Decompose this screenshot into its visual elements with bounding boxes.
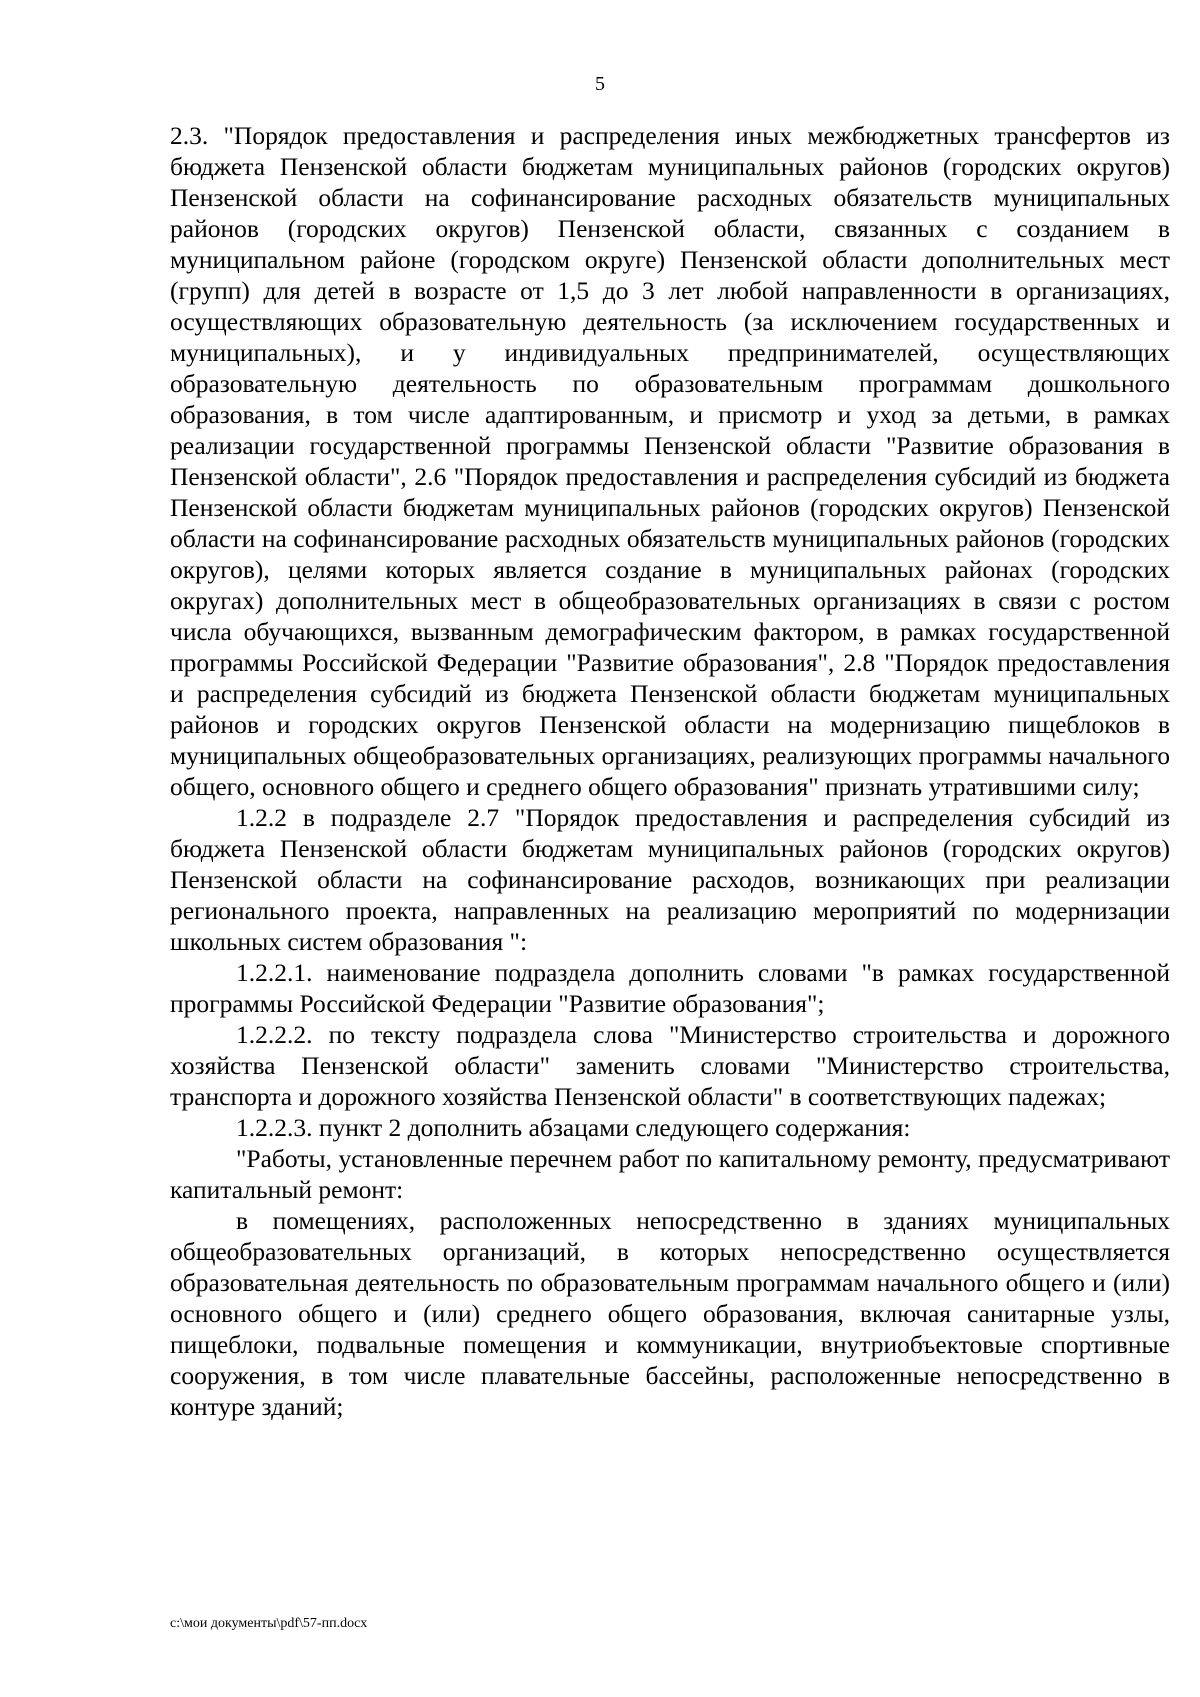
paragraph-works-quote: "Работы, установленные перечнем работ по капитальному ремонту, предусматривают капитальный ремонт: (170, 1144, 1170, 1204)
document-body (170, 120, 1170, 1422)
paragraph-2-3-list: 2.3. "Порядок предоставления и распределения иных межбюджетных трансфертов из бюджета Пензенской области бюджетам муниципальных районов (городских округов) Пензенской области на софинансирование расходных обязательств муниципальных районов (городских округов) Пензенской области, связанных с созданием в муниципальном районе (городском округе) Пензенской области дополнительных мест (групп) для детей в возрасте от 1,5 до 3 лет любой направленности в организациях, осуществляющих образовательную деятельность (за исключением государственных и муниципальных), и у индивидуальных предпринимателей, осуществляющих образовательную деятельность по образовательным программам дошкольного образования, в том числе адаптированным, и присмотр и уход за детьми, в рамках реализации государственной программы Пензенской области "Развитие образования в Пензенской области", 2.6 "Порядок предоставления и распределения субсидий из бюджета Пензенской области бюджетам муниципальных районов (городских округов) Пензенской области на софинансирование расходных обязательств муниципальных районов (городских округов), целями которых является создание в муниципальных районах (городских округах) дополнительных мест в общеобразовательных организациях в связи с ростом числа обучающихся, вызванным демографическим фактором, в рамках государственной программы Российской Федерации "Развитие образования", 2.8 "Порядок предоставления и распределения субсидий из бюджета Пензенской области бюджетам муниципальных районов и городских округов Пензенской области на модернизацию пищеблоков в муниципальных общеобразовательных организациях, реализующих программы начального общего, основного общего и среднего общего образования" признать утратившими силу; (170, 121, 1170, 801)
paragraph-premises: в помещениях, расположенных непосредственно в зданиях муниципальных общеобразовательных организаций, в которых непосредственно осуществляется образовательная деятельность по образовательным программам начального общего и (или) основного общего и (или) среднего общего образования, включая санитарные узлы, пищеблоки, подвальные помещения и коммуникации, внутриобъектовые спортивные сооружения, в том числе плавательные бассейны, расположенные непосредственно в контуре зданий; (170, 1206, 1170, 1421)
paragraph-1-2-2-1: 1.2.2.1. наименование подраздела дополнить словами "в рамках государственной программы Российской Федерации "Развитие образования"; (170, 958, 1170, 1018)
footer-file-path: c:\мои документы\pdf\57-пп.docx (170, 1616, 368, 1631)
paragraph-1-2-2-2: 1.2.2.2. по тексту подраздела слова "Министерство строительства и дорожного хозяйства Пензенской области" заменить словами "Министерство строительства, транспорта и дорожного хозяйства Пензенской области" в соответствующих падежах; (170, 1020, 1170, 1111)
paragraph-1-2-2-3: 1.2.2.3. пункт 2 дополнить абзацами следующего содержания: (236, 1113, 911, 1142)
page-number: 5 (595, 73, 605, 95)
paragraph-1-2-2: 1.2.2 в подразделе 2.7 "Порядок предоставления и распределения субсидий из бюджета Пензенской области бюджетам муниципальных районов (городских округов) Пензенской области на софинансирование расходов, возникающих при реализации регионального проекта, направленных на реализацию мероприятий по модернизации школьных систем образования ": (170, 803, 1170, 956)
